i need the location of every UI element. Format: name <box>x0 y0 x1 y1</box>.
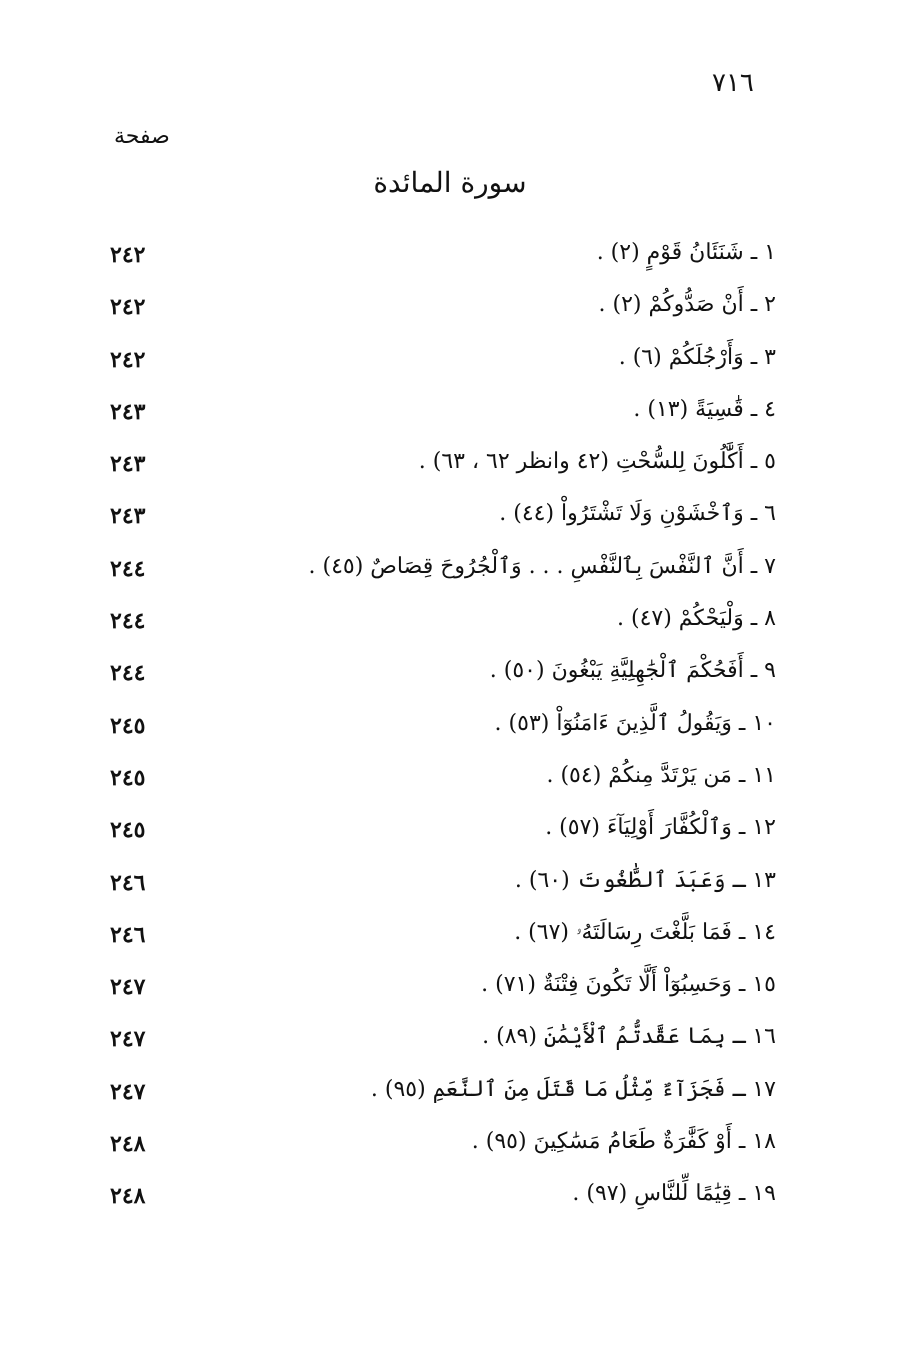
entry-page-number: ٢٤٦ <box>110 921 146 948</box>
index-list <box>110 236 776 1230</box>
entry-page-number: ٢٤٦ <box>110 869 146 896</box>
index-entry <box>110 497 776 549</box>
entry-page-number: ٢٤٧ <box>110 1078 146 1105</box>
section-title: سورة المائدة <box>373 166 527 199</box>
index-entry <box>110 602 776 654</box>
entry-text: ٦ ـ وَٱخْشَوْنِ وَلَا تَشْتَرُواْ (٤٤) . <box>499 501 776 527</box>
index-entry <box>110 1177 776 1229</box>
index-entry <box>110 550 776 602</box>
entry-page-number: ٢٤٣ <box>110 503 146 530</box>
entry-page-number: ٢٤٥ <box>110 764 146 791</box>
entry-page-number: ٢٤٢ <box>110 242 146 268</box>
entry-text: ١١ ـ مَن يَرْتَدَّ مِنكُمْ (٥٤) . <box>546 762 776 788</box>
entry-text: ١٢ ـ وَٱلْكُفَّارَ أَوْلِيَآءَ (٥٧) . <box>545 815 776 841</box>
entry-page-number: ٢٤٢ <box>110 294 146 321</box>
index-entry <box>110 707 776 759</box>
entry-text: ١٠ ـ وَيَقُولُ ٱلَّذِينَ ءَامَنُوٓاْ (٥٣) . <box>494 710 776 736</box>
index-entry <box>110 759 776 811</box>
entry-page-number: ٢٤٧ <box>110 1026 146 1053</box>
entry-page-number: ٢٤٣ <box>110 398 146 425</box>
index-entry <box>110 968 776 1020</box>
entry-page-number: ٢٤٨ <box>110 1183 146 1210</box>
entry-page-number: ٢٤٨ <box>110 1131 146 1158</box>
entry-page-number: ٢٤٤ <box>110 555 146 582</box>
entry-page-number: ٢٤٥ <box>110 817 146 844</box>
entry-text: ١٧ ـ فَجَزَآءٌ مِّثْلُ مَا قَتَلَ مِنَ ٱلنَّعَمِ (٩٥) . <box>370 1076 776 1102</box>
entry-text: ٢ ـ أَنْ صَدُّوكُمْ (٢) . <box>598 292 776 318</box>
index-entry <box>110 1020 776 1072</box>
entry-text: ١٣ ـ وَعَبَدَ ٱلطَّٰغُوتَ (٦٠) . <box>514 867 776 893</box>
index-entry <box>110 811 776 863</box>
entry-text: ٣ ـ وَأَرْجُلَكُمْ (٦) . <box>618 344 776 370</box>
entry-page-number: ٢٤٣ <box>110 451 146 478</box>
index-entry <box>110 341 776 393</box>
index-entry <box>110 1125 776 1177</box>
entry-page-number: ٢٤٧ <box>110 974 146 1001</box>
index-entry <box>110 445 776 497</box>
entry-page-number: ٢٤٤ <box>110 608 146 635</box>
page-column-label: صفحة <box>114 124 170 149</box>
index-entry <box>110 236 776 288</box>
entry-text: ١٩ ـ قِيَٰمًا لِّلنَّاسِ (٩٧) . <box>572 1181 776 1207</box>
entry-text: ١٦ ـ بِمَا عَقَّدتُّمُ ٱلْأَيْمَٰنَ (٨٩) . <box>482 1024 776 1050</box>
index-entry <box>110 393 776 445</box>
entry-text: ١ ـ شَنَئَانُ قَوْمٍ (٢) . <box>596 240 776 265</box>
index-entry <box>110 864 776 916</box>
entry-text: ١٤ ـ فَمَا بَلَّغْتَ رِسَالَتَهُۥ (٦٧) . <box>514 919 776 945</box>
entry-text: ١٨ ـ أَوْ كَفَّٰرَةٌ طَعَامُ مَسَٰكِينَ (٩٥) . <box>471 1129 776 1155</box>
entry-text: ٤ ـ قَٰسِيَةً (١٣) . <box>633 396 776 422</box>
index-entry <box>110 916 776 968</box>
entry-text: ٨ ـ وَلْيَحْكُمْ (٤٧) . <box>616 606 776 632</box>
entry-text: ٥ ـ أَكَّٰلُونَ لِلسُّحْتِ (٤٢ وانظر ٦٢ ، ٦٣) . <box>418 449 776 475</box>
entry-page-number: ٢٤٤ <box>110 660 146 687</box>
entry-text: ٩ ـ أَفَحُكْمَ ٱلْجَٰهِلِيَّةِ يَبْغُونَ (٥٠) . <box>489 658 776 684</box>
entry-text: ٧ ـ أَنَّ ٱلنَّفْسَ بِٱلنَّفْسِ . . . وَٱلْجُرُوحَ قِصَاصٌ (٤٥) . <box>308 553 776 579</box>
entry-page-number: ٢٤٥ <box>110 712 146 739</box>
entry-page-number: ٢٤٢ <box>110 346 146 373</box>
index-entry <box>110 1073 776 1125</box>
index-entry <box>110 654 776 706</box>
index-entry <box>110 288 776 340</box>
entry-text: ١٥ ـ وَحَسِبُوٓاْ أَلَّا تَكُونَ فِتْنَةٌ (٧١) . <box>481 972 776 998</box>
page-number: ٧١٦ <box>712 68 754 98</box>
